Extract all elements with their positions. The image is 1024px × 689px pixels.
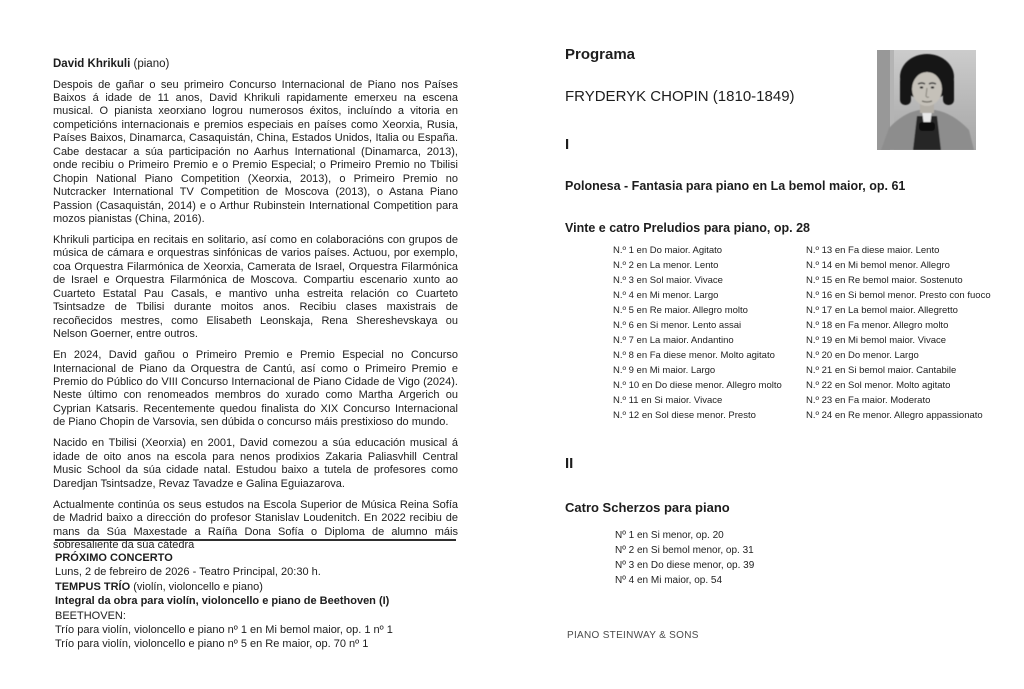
prelude-item: N.º 3 en Sol maior. Vivace [613, 275, 723, 286]
left-page [53, 58, 458, 560]
prelude-item: N.º 16 en Si bemol menor. Presto con fuoco [806, 290, 991, 301]
chopin-portrait [877, 50, 976, 150]
prelude-item: N.º 22 en Sol menor. Molto agitato [806, 380, 951, 391]
prelude-item: N.º 9 en Mi maior. Largo [613, 365, 716, 376]
prelude-item: N.º 10 en Do diese menor. Allegro molto [613, 380, 782, 391]
scherzo-item: Nº 1 en Si menor, op. 20 [615, 530, 724, 541]
concert-work: Trío para violín, violoncello e piano nº 1 en Mi bemol maior, op. 1 nº 1 [55, 624, 393, 637]
bio-heading [53, 58, 458, 72]
bio-paragraph: Despois de gañar o seu primeiro Concurso Internacional de Piano nos Países Baixos á idade de 11 anos, David Khrikuli rapidamente emerxeu na escena musical. O pianista xeorxiano logrou numerosos éxitos, incluíndo a vitoria en competicións internacionais e premios especiais en países como Xeorxia, Rusia, Países Baixos, Dinamarca, Casaquistán, China, Estados Unidos, Italia ou España. Cabe destacar a súa participación no Aarhus International (Dinamarca, 2013), onde recibiu o Primeiro Premio e o Premio Especial; o Primeiro Premio no Tbilisi Chopin National Piano Competition (Xeorxia, 2013), o Primeiro Premio no Nutcracker International TV Competition de Moscova (2013), o Astana Piano Passion (Casaquistán, 2014) e o Arthur Rubinstein International Competition para mozos pianistas (China, 2016). [53, 78, 458, 226]
prelude-item: N.º 2 en La menor. Lento [613, 260, 719, 271]
section-numeral-2: II [565, 455, 574, 472]
bio-paragraph: Actualmente continúa os seus estudos na Escola Superior de Música Reina Sofía de Madrid baixo a dirección do profesor Stanislav Loudenitch. En 2022 recibiu de mans da Súa Maxestade a Raíña Dona Sofía o Diploma de alumno máis sobresaliente da súa cátedra [53, 498, 458, 551]
prelude-item: N.º 5 en Re maior. Allegro molto [613, 305, 748, 316]
prelude-item: N.º 4 en Mi menor. Largo [613, 290, 719, 301]
ensemble-instruments: (violín, violoncello e piano) [130, 580, 263, 593]
prelude-item: N.º 17 en La bemol maior. Allegretto [806, 305, 958, 316]
prelude-item: N.º 24 en Re menor. Allegro appassionato [806, 410, 983, 421]
next-concert-block [55, 551, 465, 652]
prelude-item: N.º 19 en Mi bemol maior. Vivace [806, 335, 947, 346]
scherzos-list [615, 528, 754, 588]
program-title: Programa [565, 46, 636, 63]
work-title-polonesa: Polonesa - Fantasia para piano en La bemol maior, op. 61 [565, 179, 906, 193]
bio-paragraph: Nacido en Tbilisi (Xeorxia) en 2001, David comezou a súa educación musical á idade de oito anos na escola para nenos prodixios Zakaria Paliasvhill Central Music School da súa cidade natal. Estudou baixo a tutela de profesores como Daredjan Tsintsadze, Revaz Tavadze e Galina Eguiazarova. [53, 437, 458, 490]
preludes-column-1 [613, 243, 806, 423]
prelude-item: N.º 18 en Fa menor. Allegro molto [806, 320, 949, 331]
performer-role: (piano) [130, 58, 170, 70]
work-title-scherzos: Catro Scherzos para piano [565, 500, 730, 515]
prelude-item: N.º 15 en Re bemol maior. Sostenuto [806, 275, 963, 286]
scherzo-item: Nº 3 en Do diese menor, op. 39 [615, 560, 755, 571]
prelude-item: N.º 20 en Do menor. Largo [806, 350, 919, 361]
prelude-item: N.º 13 en Fa diese maior. Lento [806, 245, 940, 256]
prelude-item: N.º 12 en Sol diese menor. Presto [613, 410, 756, 421]
bio-paragraph: En 2024, David gañou o Primeiro Premio e Premio Especial no Concurso Internacional de Piano da Orquestra de Cantú, así como o Primeiro Premio e Premio do Público do VIII Concurso Internacional de Piano Cidade de Vigo (2024). Neste último con renomeados membros do xurado como Martha Argerich ou Cyprian Katsaris. Recentemente quedou finalista do XIX Concurso Internacional de Piano Chopin de Varsovia, sen dúbida o concurso máis prestixioso do mundo. [53, 349, 458, 429]
cycle-title: Integral da obra para violín, violoncello e piano de Beethoven (I) [55, 595, 390, 608]
piano-brand-footer: PIANO STEINWAY & SONS [567, 630, 699, 641]
prelude-item: N.º 8 en Fa diese menor. Molto agitato [613, 350, 775, 361]
prelude-item: N.º 6 en Si menor. Lento assai [613, 320, 742, 331]
prelude-item: N.º 7 en La maior. Andantino [613, 335, 734, 346]
ensemble-line [55, 580, 465, 594]
scherzo-item: Nº 2 en Si bemol menor, op. 31 [615, 545, 754, 556]
concert-composer-line: BEETHOVEN: [55, 609, 126, 622]
prelude-item: N.º 21 en Si bemol maior. Cantabile [806, 365, 957, 376]
prelude-item: N.º 11 en Si maior. Vivace [613, 395, 723, 406]
bio-paragraph: Khrikuli participa en recitais en solitario, así como en colaboracións con grupos de música de cámara e orquestras sinfónicas de varios países. Actuou, por exemplo, coa Orquestra Filarmónica de Xeorxia, Camerata de Israel, Orquestra Filarmónica de Israel e Orquestra Filarmónica de Moscova. Compartiu escenario xunto ao Cuarteto Estatal Pau Casals, e mantivo unha estreita relación co Cuarteto Tsintsadze de Tbilisi durante moitos anos. Recibiu clases maxistrais de recoñecidos mestres, como Elisabeth Leonskaja, Rena Shereshevskaya ou Nelson Goerner, entre outros. [53, 233, 458, 341]
divider [55, 539, 456, 541]
prelude-item: N.º 23 en Fa maior. Moderato [806, 395, 931, 406]
concert-work: Trío para violín, violoncello e piano nº 5 en Re maior, op. 70 nº 1 [55, 638, 369, 651]
prelude-item: N.º 14 en Mi bemol menor. Allegro [806, 260, 950, 271]
prelude-item: N.º 1 en Do maior. Agitato [613, 245, 723, 256]
section-numeral-1: I [565, 136, 570, 153]
performer-name: David Khrikuli [53, 58, 131, 70]
preludes-list [613, 243, 999, 423]
concert-date-line: Luns, 2 de febreiro de 2026 - Teatro Principal, 20:30 h. [55, 566, 321, 579]
preludes-column-2 [806, 243, 999, 423]
composer-name: FRYDERYK CHOPIN (1810-1849) [565, 88, 795, 105]
ensemble-name: TEMPUS TRÍO [55, 580, 131, 593]
scherzo-item: Nº 4 en Mi maior, op. 54 [615, 575, 723, 586]
next-concert-heading: PRÓXIMO CONCERTO [55, 552, 173, 564]
work-title-preludes: Vinte e catro Preludios para piano, op. 28 [565, 221, 810, 235]
